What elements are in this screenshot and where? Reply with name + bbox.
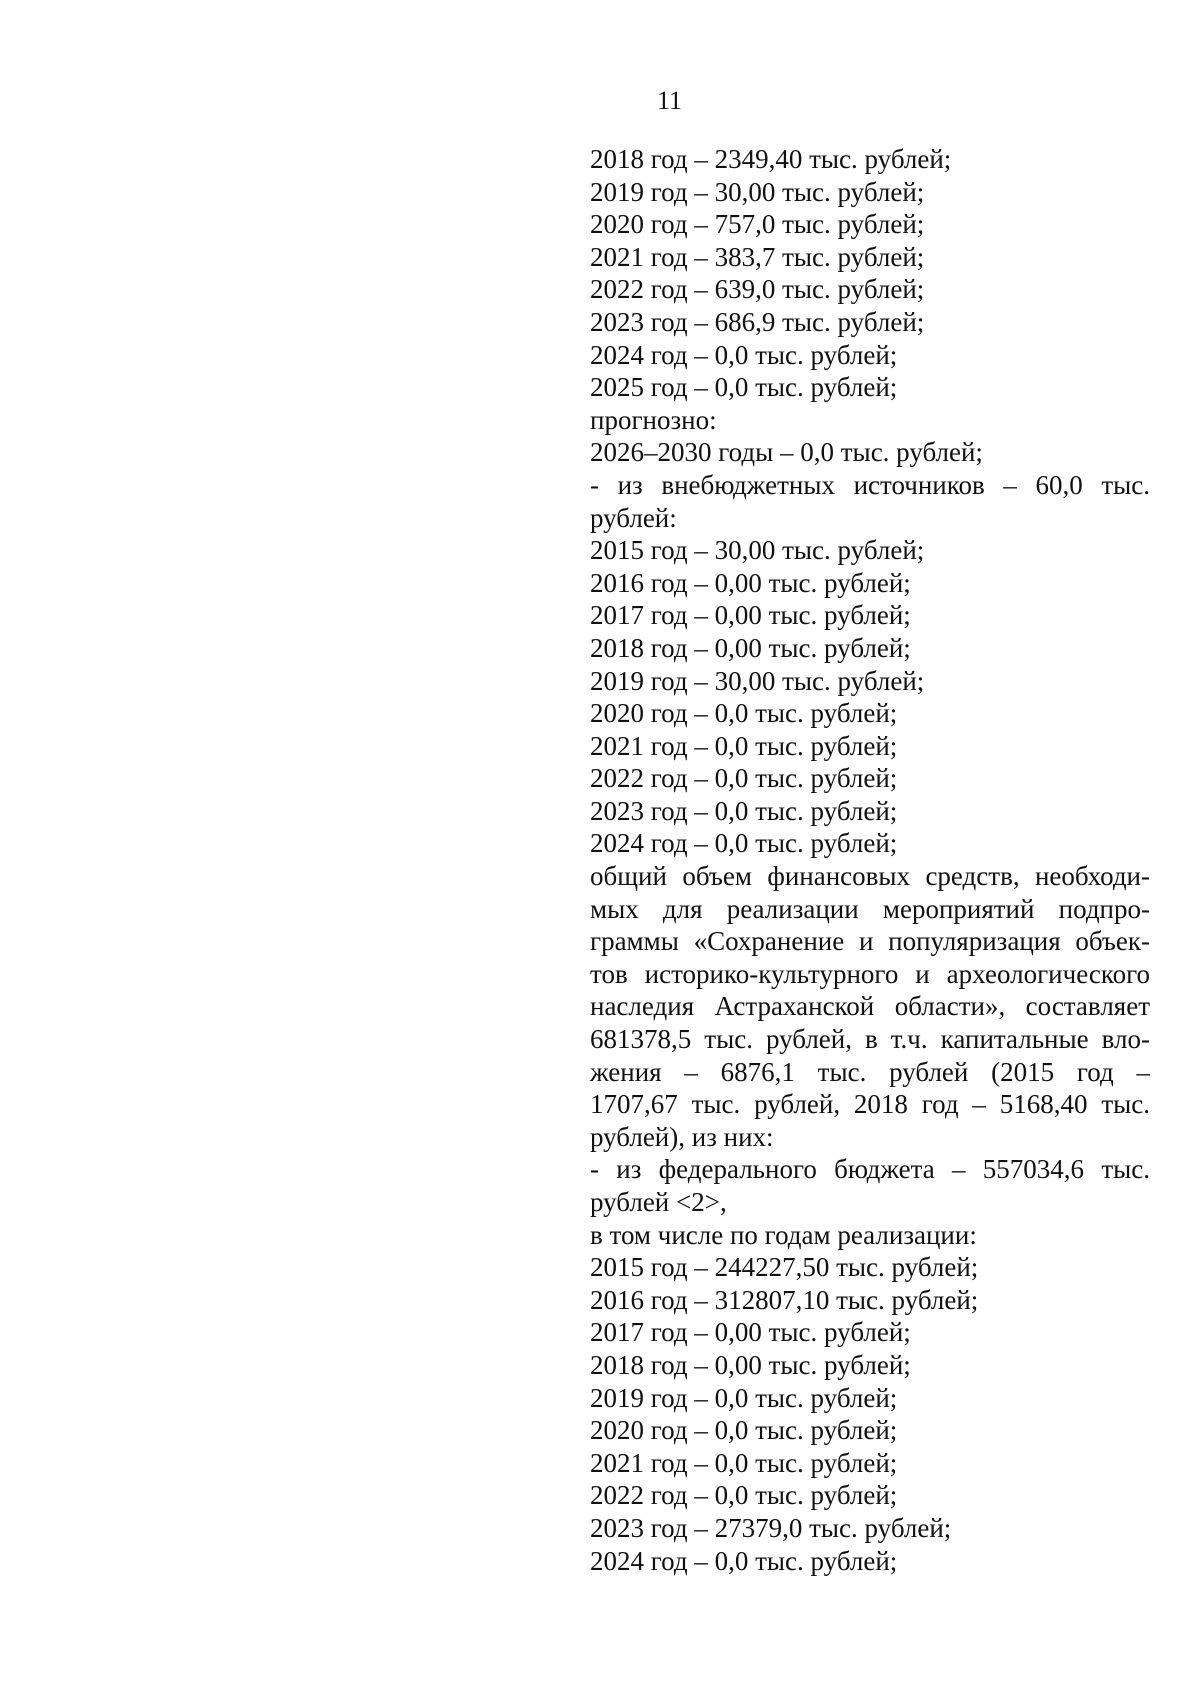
text-line: 2015 год – 30,00 тыс. рублей; <box>590 535 925 566</box>
text-line: 2020 год – 0,0 тыс. рублей; <box>590 698 898 729</box>
text-line: мых для реализации мероприятий подпро- <box>590 893 1150 924</box>
text-line: 2022 год – 0,0 тыс. рублей; <box>590 1480 898 1511</box>
text-line: 1707,67 тыс. рублей, 2018 год – 5168,40 тыс. <box>590 1089 1150 1120</box>
text-line: 2018 год – 0,00 тыс. рублей; <box>590 1349 911 1380</box>
text-line: 2021 год – 0,0 тыс. рублей; <box>590 1447 898 1478</box>
text-line: 2015 год – 244227,50 тыс. рублей; <box>590 1252 979 1283</box>
text-line: прогнозно: <box>590 404 717 435</box>
text-line: жения – 6876,1 тыс. рублей (2015 год – <box>590 1056 1150 1087</box>
document-text-column <box>590 143 1150 1577</box>
text-line: граммы «Сохранение и популяризация объек- <box>590 926 1150 957</box>
text-line: 2025 год – 0,0 тыс. рублей; <box>590 372 898 403</box>
text-line: 2024 год – 0,0 тыс. рублей; <box>590 1545 898 1576</box>
text-line: 2023 год – 27379,0 тыс. рублей; <box>590 1512 952 1543</box>
text-line: наследия Астраханской области», составляет <box>590 991 1150 1022</box>
text-line: 2022 год – 0,0 тыс. рублей; <box>590 763 898 794</box>
text-line: 2019 год – 0,0 тыс. рублей; <box>590 1382 898 1413</box>
text-line: 2026–2030 годы – 0,0 тыс. рублей; <box>590 437 983 468</box>
page-number: 11 <box>657 86 683 115</box>
text-line: 2021 год – 0,0 тыс. рублей; <box>590 730 898 761</box>
text-line: в том числе по годам реализации: <box>590 1219 977 1250</box>
text-line: 2018 год – 0,00 тыс. рублей; <box>590 632 911 663</box>
text-line: - из федерального бюджета – 557034,6 тыс. <box>590 1154 1150 1185</box>
text-line: 2023 год – 686,9 тыс. рублей; <box>590 306 925 337</box>
text-line: рублей), из них: <box>590 1121 774 1152</box>
text-line: 2017 год – 0,00 тыс. рублей; <box>590 1317 911 1348</box>
text-line: тов историко-культурного и археологического <box>590 958 1150 989</box>
text-line: 2016 год – 312807,10 тыс. рублей; <box>590 1284 979 1315</box>
text-line: 2023 год – 0,0 тыс. рублей; <box>590 795 898 826</box>
text-line: 2020 год – 0,0 тыс. рублей; <box>590 1415 898 1446</box>
text-line: рублей: <box>590 502 677 533</box>
text-line: 2021 год – 383,7 тыс. рублей; <box>590 241 925 272</box>
text-line: 2020 год – 757,0 тыс. рублей; <box>590 209 925 240</box>
text-line: 681378,5 тыс. рублей, в т.ч. капитальные вло- <box>590 1024 1150 1055</box>
text-line: 2019 год – 30,00 тыс. рублей; <box>590 176 925 207</box>
text-line: 2016 год – 0,00 тыс. рублей; <box>590 567 911 598</box>
text-line: общий объем финансовых средств, необходи- <box>590 861 1150 892</box>
text-line: - из внебюджетных источников – 60,0 тыс. <box>590 469 1150 500</box>
text-line: 2024 год – 0,0 тыс. рублей; <box>590 828 898 859</box>
text-line: 2019 год – 30,00 тыс. рублей; <box>590 665 925 696</box>
text-line: 2022 год – 639,0 тыс. рублей; <box>590 274 925 305</box>
text-line: 2017 год – 0,00 тыс. рублей; <box>590 600 911 631</box>
text-line: рублей <2>, <box>590 1187 727 1217</box>
text-line: 2024 год – 0,0 тыс. рублей; <box>590 339 898 370</box>
text-line: 2018 год – 2349,40 тыс. рублей; <box>590 144 952 174</box>
